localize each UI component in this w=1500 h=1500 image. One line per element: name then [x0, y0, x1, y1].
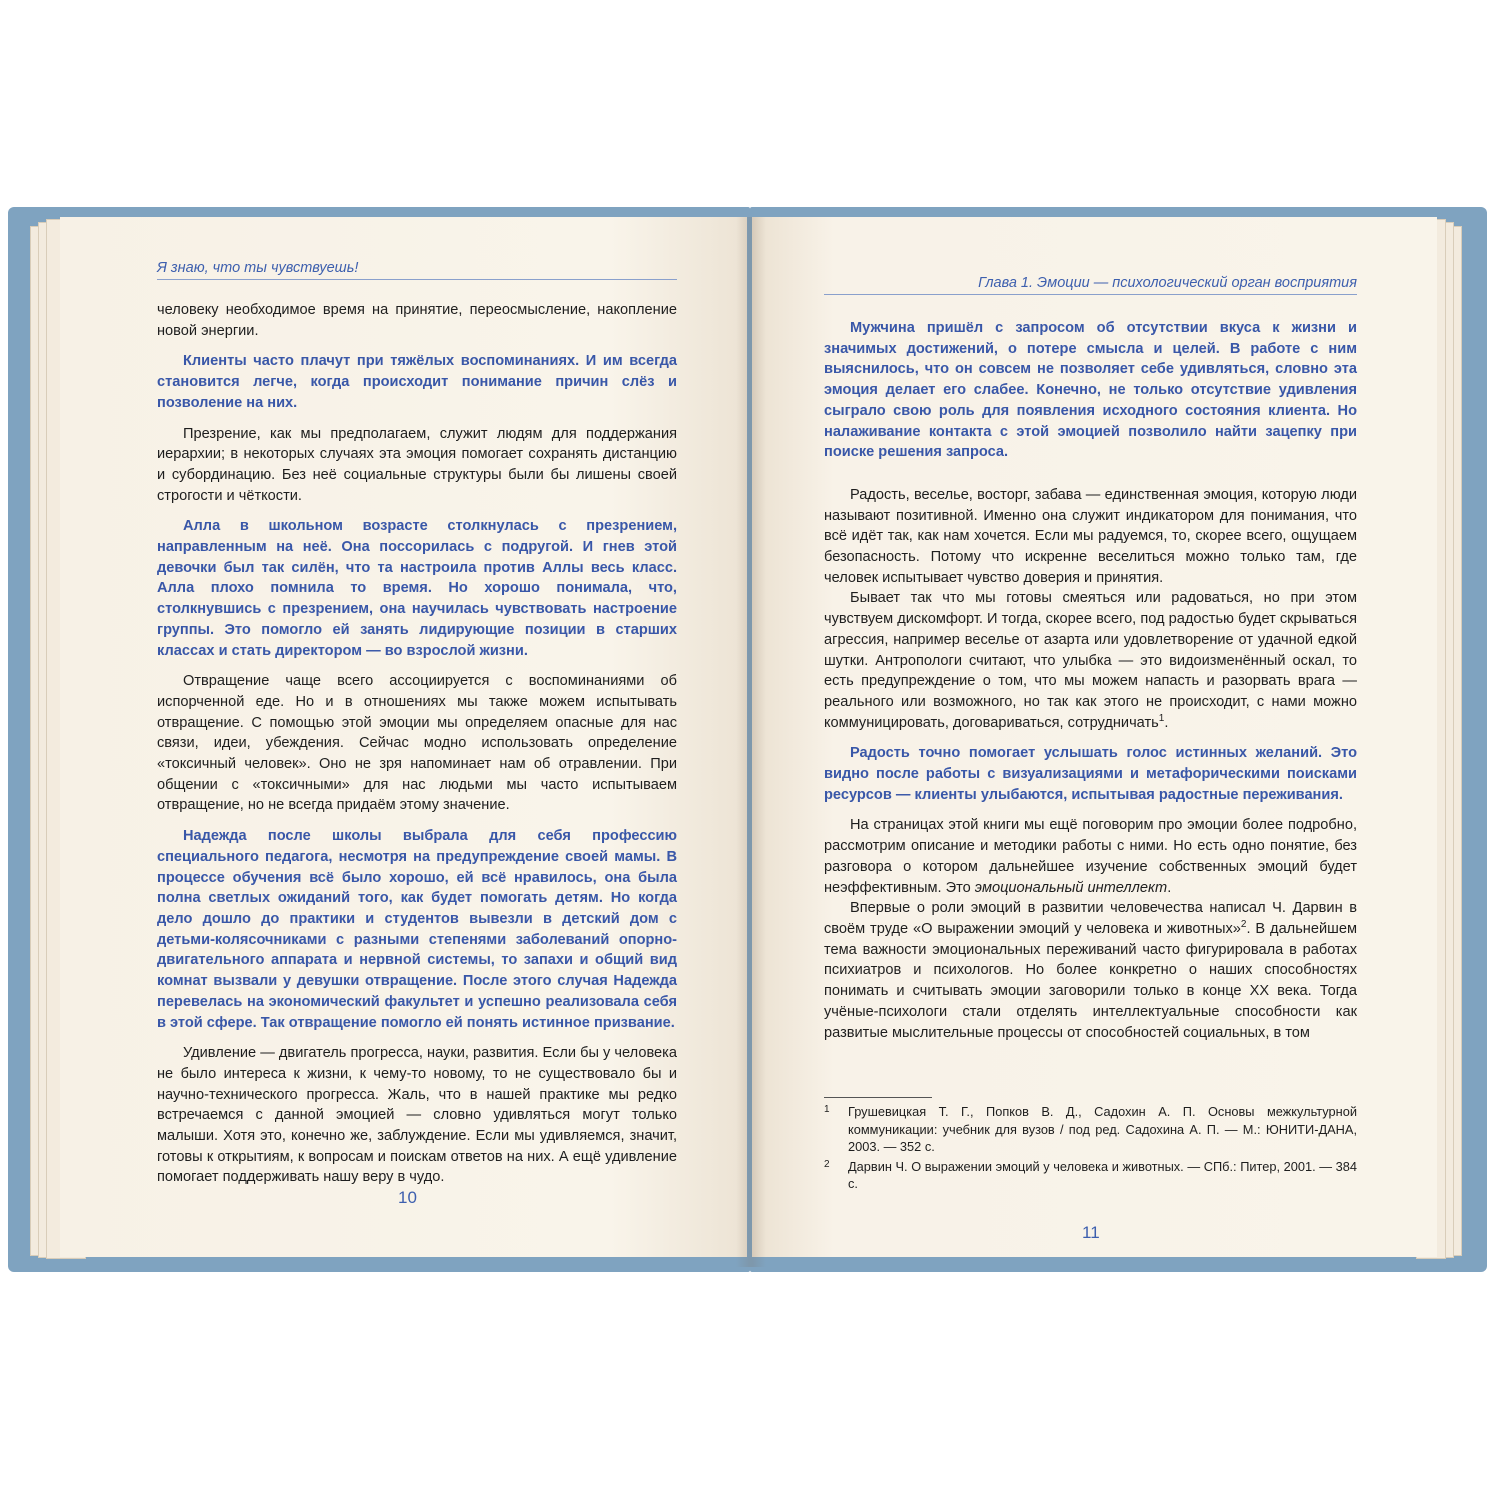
right-page [752, 217, 1437, 1257]
paragraph-text: Впервые о роли эмоций в развитии человечества написал Ч. Дарвин в своём труде «О выражении эмоций у человека и животных» [824, 900, 1357, 937]
case-paragraph: Надежда после школы выбрала для себя профессию специального педагога, несмотря на предупреждение своей мамы. В процессе обучения всё было хорошо, ей всё нравилось, она была полна светлых ожиданий того, как будет помогать детям. Но когда дело дошло до практики и студентов вывезли в детский дом с детьми-колясочниками с разными степенями заболеваний опорно-двигательного аппарата и нервной системы, то запахи и общий вид комнат вызвали у девушки отвращение. После этого случая Надежда перевелась на экономический факультет и успешно реализовала себя в этой сфере. Так отвращение помогло ей понять истинное призвание. [157, 828, 677, 1031]
paragraph: Отвращение чаще всего ассоциируется с воспоминаниями об испорченной еде. Но и в отношениях мы также можем испытывать отвращение. С помощью этой эмоции мы определяем опасные для нас связи, идеи, убеждения. Сейчас модно использовать определение «токсичный человек». Оно не зря напоминает нам об отравлении. При общении с «токсичными» для нас людьми мы часто испытываем отвращение, но не всегда придаём этому значение. [157, 673, 677, 814]
paragraph [824, 588, 1357, 733]
footnote [824, 1158, 1357, 1193]
left-page-text [157, 300, 677, 1198]
paragraph-text: На страницах этой книги мы ещё поговорим про эмоции более подробно, рассмотрим описание и методики работы с ними. Но есть одно понятие, без разговора о котором дальнейшее изучение собственных эмоций будет неэффективным. Это [824, 817, 1357, 896]
running-head-right: Глава 1. Эмоции — психологический орган восприятия [824, 275, 1357, 295]
paragraph-text: . В дальнейшем тема важности эмоциональных переживаний часто фигурировала в работах психиатров и психологов. Но более конкретно о наших способностях понимать и считывать эмоции заговорили только в конце XX века. Тогда учёные-психологи стали отделять интеллектуальные способности как развитые мыслительные процессы от способностей социальных, в том [824, 920, 1357, 1041]
paragraph: Удивление — двигатель прогресса, науки, развития. Если бы у человека не было интереса к жизни, к чему-то новому, то не существовало бы и научно-технического прогресса. Жаль, что в нашей практике мы редко встречаемся с данной эмоцией — словно удивляться могут только малыши. Хотя это, конечно же, заблуждение. Если мы удивляемся, значит, готовы к открытиям, к вопросам и поискам ответов на них. А ещё удивление помогает поддерживать нашу веру в чудо. [157, 1045, 677, 1186]
emphasis-term: эмоциональный интеллект [974, 879, 1168, 896]
footnote-divider [824, 1097, 932, 1098]
paragraph: человеку необходимое время на принятие, переосмысление, накопление новой энергии. [157, 302, 677, 339]
footnote [824, 1103, 1357, 1156]
paragraph [824, 815, 1357, 898]
book-spine-shadow [736, 217, 766, 1267]
page-number-right: 11 [1082, 1223, 1100, 1242]
paragraph [824, 898, 1357, 1043]
running-head-left: Я знаю, что ты чувствуешь! [157, 260, 677, 280]
case-paragraph: Клиенты часто плачут при тяжёлых воспоминаниях. И им всегда становится легче, когда происходит понимание причин слёз и позволение на них. [157, 353, 677, 411]
footnotes [824, 1103, 1357, 1195]
page-number-left: 10 [398, 1188, 417, 1207]
footnote-number: 1 [824, 1104, 830, 1115]
paragraph-text: Бывает так что мы готовы смеяться или радоваться, но при этом чувствуем дискомфорт. И тогда, скорее всего, под радостью будет скрываться агрессия, например веселье от азарта или удовлетворение от удачной едкой шутки. Антропологи считают, что улыбка — это видоизменённый оскал, то есть предупреждение о том, что мы можем напасть и разорвать врага — реального или возможного, но так как этого не происходит, с нами можно коммуницировать, договариваться, сотрудничать [824, 590, 1357, 731]
left-page [60, 217, 747, 1257]
case-paragraph: Радость точно помогает услышать голос истинных желаний. Это видно после работы с визуализациями и метафорическими поисками ресурсов — клиенты улыбаются, испытывая радостные переживания. [824, 745, 1357, 803]
footnote-text: Дарвин Ч. О выражении эмоций у человека и животных. — СПб.: Питер, 2001. — 384 с. [848, 1158, 1357, 1191]
paragraph: Презрение, как мы предполагаем, служит людям для поддержания иерархии; в некоторых случаях эта эмоция помогает сохранять дистанцию и субординацию. Без неё социальные структуры были бы лишены своей строгости и чёткости. [157, 425, 677, 504]
footnote-ref[interactable]: 2 [1240, 919, 1247, 931]
right-page-text [824, 318, 1357, 1053]
punctuation: . [1167, 879, 1172, 896]
paragraph: Радость, веселье, восторг, забава — единственная эмоция, которую люди называют позитивной. Именно она служит индикатором для понимания, что всё идёт так, как нам хочется. Если мы радуемся, то, скорее всего, ощущаем безопасность. Потому что искренне веселиться можно только там, где человек испытывает чувство доверия и принятия. [824, 486, 1357, 586]
case-paragraph: Мужчина пришёл с запросом об отсутствии вкуса к жизни и значимых достижений, о потере смысла и целей. В работе с ним выяснилось, что он совсем не позволяет себе удивляться, словно эта эмоция делает его слабее. Конечно, не только отсутствие удивления сыграло свою роль для появления исходного состояния клиента. Но налаживание контакта с этой эмоцией позволило найти зацепку при поиске решения запроса. [824, 320, 1357, 461]
punctuation: . [1164, 714, 1169, 731]
footnote-number: 2 [824, 1158, 830, 1170]
footnote-text: Грушевицкая Т. Г., Попков В. Д., Садохин А. П. Основы межкультурной коммуникации: учебник для вузов / под ред. Садохина А. П. — М.: ЮНИТИ-ДАНА, 2003. — 352 с. [848, 1104, 1357, 1154]
case-paragraph: Алла в школьном возрасте столкнулась с презрением, направленным на неё. Она поссорилась с подругой. И гнев этой девочки был так силён, что та настроила против Аллы весь класс. Алла плохо помнила то время. Но хорошо понимала, что, столкнувшись с презрением, она научилась чувствовать настроение группы. Это помогло ей занять лидирующие позиции в старших классах и стать директором — во взрослой жизни. [157, 518, 677, 659]
footnote-ref[interactable]: 1 [1158, 712, 1165, 724]
